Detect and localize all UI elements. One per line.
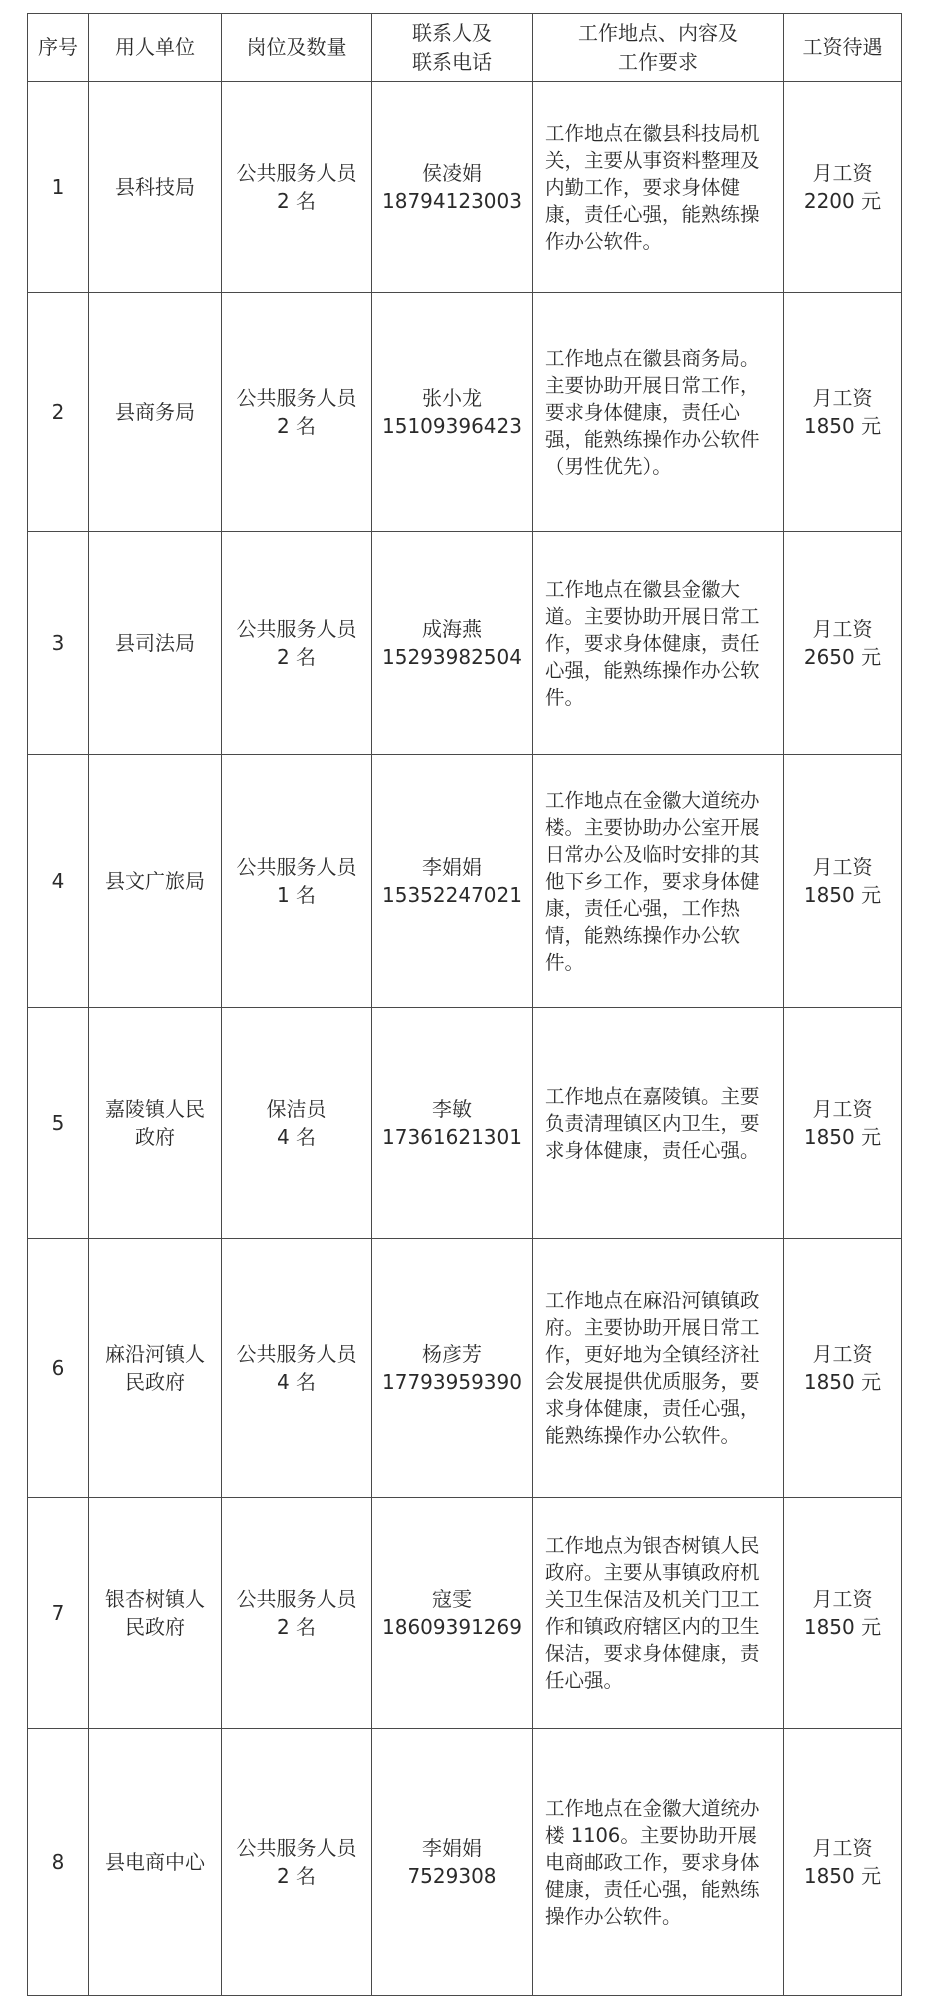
cell-employer: 县文广旅局 bbox=[89, 755, 222, 1008]
cell-employer: 县商务局 bbox=[89, 293, 222, 532]
job-listing-table bbox=[27, 13, 902, 1996]
table-row bbox=[28, 82, 902, 293]
table-row bbox=[28, 1729, 902, 1996]
header-salary: 工资待遇 bbox=[784, 14, 902, 82]
table-row bbox=[28, 1008, 902, 1239]
cell-contact: 杨彦芳 17793959390 bbox=[372, 1239, 533, 1498]
cell-employer: 县科技局 bbox=[89, 82, 222, 293]
cell-salary: 月工资 1850 元 bbox=[784, 1498, 902, 1729]
cell-contact: 侯凌娟 18794123003 bbox=[372, 82, 533, 293]
cell-requirements: 工作地点在徽县商务局。主要协助开展日常工作，要求身体健康，责任心强，能熟练操作办公软件（男性优先）。 bbox=[533, 293, 784, 532]
cell-contact: 寇雯 18609391269 bbox=[372, 1498, 533, 1729]
cell-position: 公共服务人员 2 名 bbox=[222, 532, 372, 755]
cell-requirements: 工作地点在徽县科技局机关，主要从事资料整理及内勤工作，要求身体健康，责任心强，能熟练操作办公软件。 bbox=[533, 82, 784, 293]
cell-seq: 1 bbox=[28, 82, 89, 293]
table-row bbox=[28, 755, 902, 1008]
cell-salary: 月工资 1850 元 bbox=[784, 1239, 902, 1498]
cell-seq: 5 bbox=[28, 1008, 89, 1239]
header-requirements: 工作地点、内容及 工作要求 bbox=[533, 14, 784, 82]
cell-seq: 6 bbox=[28, 1239, 89, 1498]
cell-requirements: 工作地点在金徽大道统办楼 1106。主要协助开展电商邮政工作，要求身体健康，责任心强，能熟练操作办公软件。 bbox=[533, 1729, 784, 1996]
header-contact: 联系人及 联系电话 bbox=[372, 14, 533, 82]
header-row bbox=[28, 14, 902, 82]
cell-salary: 月工资 1850 元 bbox=[784, 293, 902, 532]
cell-employer: 麻沿河镇人 民政府 bbox=[89, 1239, 222, 1498]
cell-position: 公共服务人员 2 名 bbox=[222, 82, 372, 293]
cell-requirements: 工作地点在嘉陵镇。主要负责清理镇区内卫生，要求身体健康，责任心强。 bbox=[533, 1008, 784, 1239]
cell-seq: 2 bbox=[28, 293, 89, 532]
table-row bbox=[28, 1498, 902, 1729]
cell-position: 公共服务人员 4 名 bbox=[222, 1239, 372, 1498]
cell-contact: 李敏 17361621301 bbox=[372, 1008, 533, 1239]
cell-contact: 李娟娟 15352247021 bbox=[372, 755, 533, 1008]
cell-contact: 李娟娟 7529308 bbox=[372, 1729, 533, 1996]
cell-requirements: 工作地点在徽县金徽大道。主要协助开展日常工作，要求身体健康，责任心强，能熟练操作办公软件。 bbox=[533, 532, 784, 755]
cell-salary: 月工资 2650 元 bbox=[784, 532, 902, 755]
cell-employer: 县司法局 bbox=[89, 532, 222, 755]
cell-position: 公共服务人员 2 名 bbox=[222, 1729, 372, 1996]
cell-requirements: 工作地点在麻沿河镇镇政府。主要协助开展日常工作，更好地为全镇经济社会发展提供优质服务，要求身体健康，责任心强，能熟练操作办公软件。 bbox=[533, 1239, 784, 1498]
cell-employer: 银杏树镇人 民政府 bbox=[89, 1498, 222, 1729]
cell-employer: 县电商中心 bbox=[89, 1729, 222, 1996]
cell-seq: 7 bbox=[28, 1498, 89, 1729]
table-row bbox=[28, 293, 902, 532]
cell-contact: 成海燕 15293982504 bbox=[372, 532, 533, 755]
header-seq: 序号 bbox=[28, 14, 89, 82]
header-position: 岗位及数量 bbox=[222, 14, 372, 82]
cell-position: 公共服务人员 2 名 bbox=[222, 1498, 372, 1729]
cell-requirements: 工作地点为银杏树镇人民政府。主要从事镇政府机关卫生保洁及机关门卫工作和镇政府辖区内的卫生保洁，要求身体健康，责任心强。 bbox=[533, 1498, 784, 1729]
cell-salary: 月工资 1850 元 bbox=[784, 1008, 902, 1239]
table-row bbox=[28, 532, 902, 755]
cell-seq: 3 bbox=[28, 532, 89, 755]
cell-employer: 嘉陵镇人民 政府 bbox=[89, 1008, 222, 1239]
cell-position: 公共服务人员 2 名 bbox=[222, 293, 372, 532]
cell-position: 保洁员 4 名 bbox=[222, 1008, 372, 1239]
cell-seq: 4 bbox=[28, 755, 89, 1008]
cell-salary: 月工资 2200 元 bbox=[784, 82, 902, 293]
header-employer: 用人单位 bbox=[89, 14, 222, 82]
cell-contact: 张小龙 15109396423 bbox=[372, 293, 533, 532]
cell-salary: 月工资 1850 元 bbox=[784, 1729, 902, 1996]
cell-requirements: 工作地点在金徽大道统办楼。主要协助办公室开展日常办公及临时安排的其他下乡工作，要求身体健康，责任心强，工作热情，能熟练操作办公软件。 bbox=[533, 755, 784, 1008]
table-row bbox=[28, 1239, 902, 1498]
cell-seq: 8 bbox=[28, 1729, 89, 1996]
cell-salary: 月工资 1850 元 bbox=[784, 755, 902, 1008]
cell-position: 公共服务人员 1 名 bbox=[222, 755, 372, 1008]
